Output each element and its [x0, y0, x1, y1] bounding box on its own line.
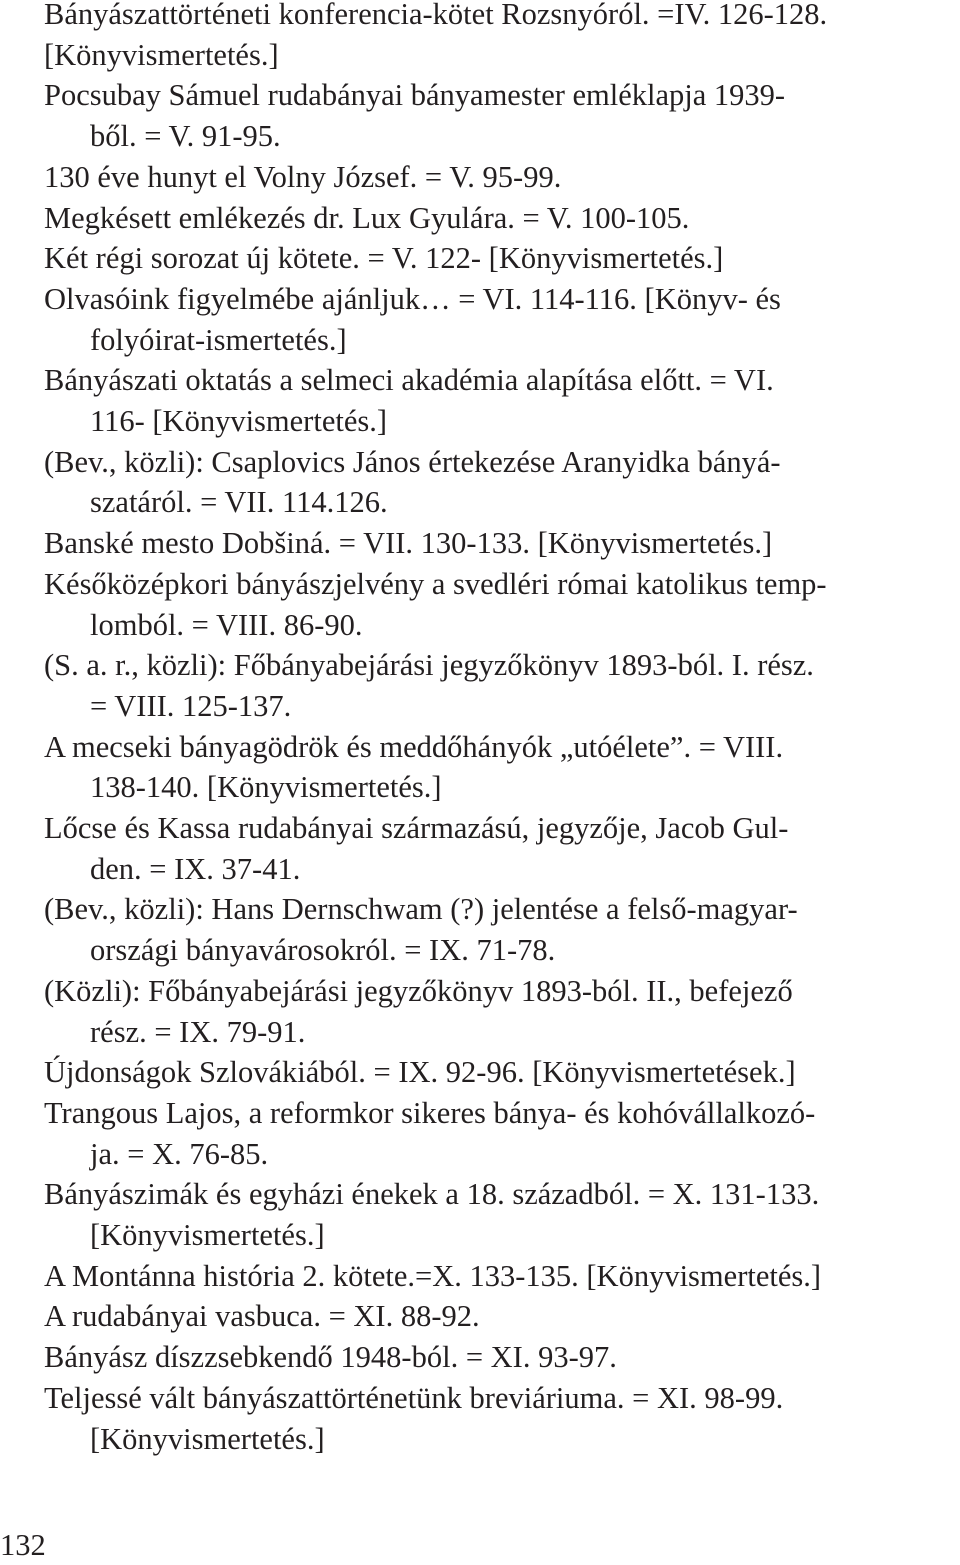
page-number: 132	[0, 1528, 46, 1562]
bibliography-line: lomból. = VIII. 86-90.	[90, 607, 363, 642]
bibliography-line: [Könyvismertetés.]	[90, 1421, 325, 1456]
bibliography-line: rész. = IX. 79-91.	[90, 1014, 306, 1049]
bibliography-line: Bányász díszzsebkendő 1948-ból. = XI. 93-97.	[44, 1340, 617, 1375]
bibliography-line: Trangous Lajos, a reformkor sikeres bánya- és kohóvállalkozó-	[44, 1095, 816, 1130]
bibliography-line: Bányászati oktatás a selmeci akadémia alapítása előtt. = VI.	[44, 363, 774, 398]
bibliography-line: Bányászattörténeti konferencia-kötet Rozsnyóról. =IV. 126-128.	[44, 0, 828, 31]
bibliography-line: A rudabányai vasbuca. = XI. 88-92.	[44, 1299, 480, 1334]
bibliography-line: den. = IX. 37-41.	[90, 851, 301, 886]
bibliography-line: A mecseki bányagödrök és meddőhányók „utóélete”. = VIII.	[44, 729, 784, 764]
bibliography-line: ja. = X. 76-85.	[90, 1136, 269, 1171]
bibliography-line: (Bev., közli): Hans Dernschwam (?) jelentése a felső-magyar-	[44, 892, 798, 927]
bibliography-line: Bányászimák és egyházi énekek a 18. századból. = X. 131-133.	[44, 1177, 820, 1212]
bibliography-line: 138-140. [Könyvismertetés.]	[90, 770, 442, 805]
bibliography-line: Teljessé vált bányászattörténetünk breviáriuma. = XI. 98-99.	[44, 1380, 784, 1415]
bibliography-line: Újdonságok Szlovákiából. = IX. 92-96. [Könyvismertetések.]	[44, 1055, 796, 1090]
bibliography-line: ből. = V. 91-95.	[90, 119, 281, 154]
bibliography-line: folyóirat-ismertetés.]	[90, 322, 347, 357]
bibliography-line: [Könyvismertetés.]	[44, 37, 279, 72]
bibliography-line: = VIII. 125-137.	[90, 688, 292, 723]
bibliography-line: (Bev., közli): Csaplovics János értekezése Aranyidka bányá-	[44, 444, 781, 479]
bibliography-line: [Könyvismertetés.]	[90, 1218, 325, 1252]
bibliography-line: Lőcse és Kassa rudabányai származású, jegyzője, Jacob Gul-	[44, 811, 789, 845]
bibliography-line: (S. a. r., közli): Főbányabejárási jegyzőkönyv 1893-ból. I. rész.	[44, 648, 814, 683]
bibliography-line: Két régi sorozat új kötete. = V. 122- [Könyvismertetés.]	[44, 241, 724, 276]
bibliography-line: Banské mesto Dobšiná. = VII. 130-133. [Könyvismertetés.]	[44, 526, 773, 561]
bibliography-line: országi bányavárosokról. = IX. 71-78.	[90, 933, 556, 968]
bibliography-line: Pocsubay Sámuel rudabányai bányamester emléklapja 1939-	[44, 78, 786, 113]
bibliography-line: Olvasóink figyelmébe ajánljuk… = VI. 114-116. [Könyv- és	[44, 281, 781, 316]
bibliography-line: szatáról. = VII. 114.126.	[90, 485, 388, 520]
bibliography-line: Későközépkori bányászjelvény a svedléri római katolikus temp-	[44, 566, 827, 601]
bibliography-line: 116- [Könyvismertetés.]	[90, 404, 388, 438]
bibliography-line: Megkésett emlékezés dr. Lux Gyulára. = V. 100-105.	[44, 200, 690, 235]
bibliography-line: A Montánna história 2. kötete.=X. 133-135. [Könyvismertetés.]	[44, 1258, 822, 1293]
bibliography-line: 130 éve hunyt el Volny József. = V. 95-99.	[44, 159, 562, 194]
bibliography-line: (Közli): Főbányabejárási jegyzőkönyv 1893-ból. II., befejező	[44, 973, 793, 1008]
